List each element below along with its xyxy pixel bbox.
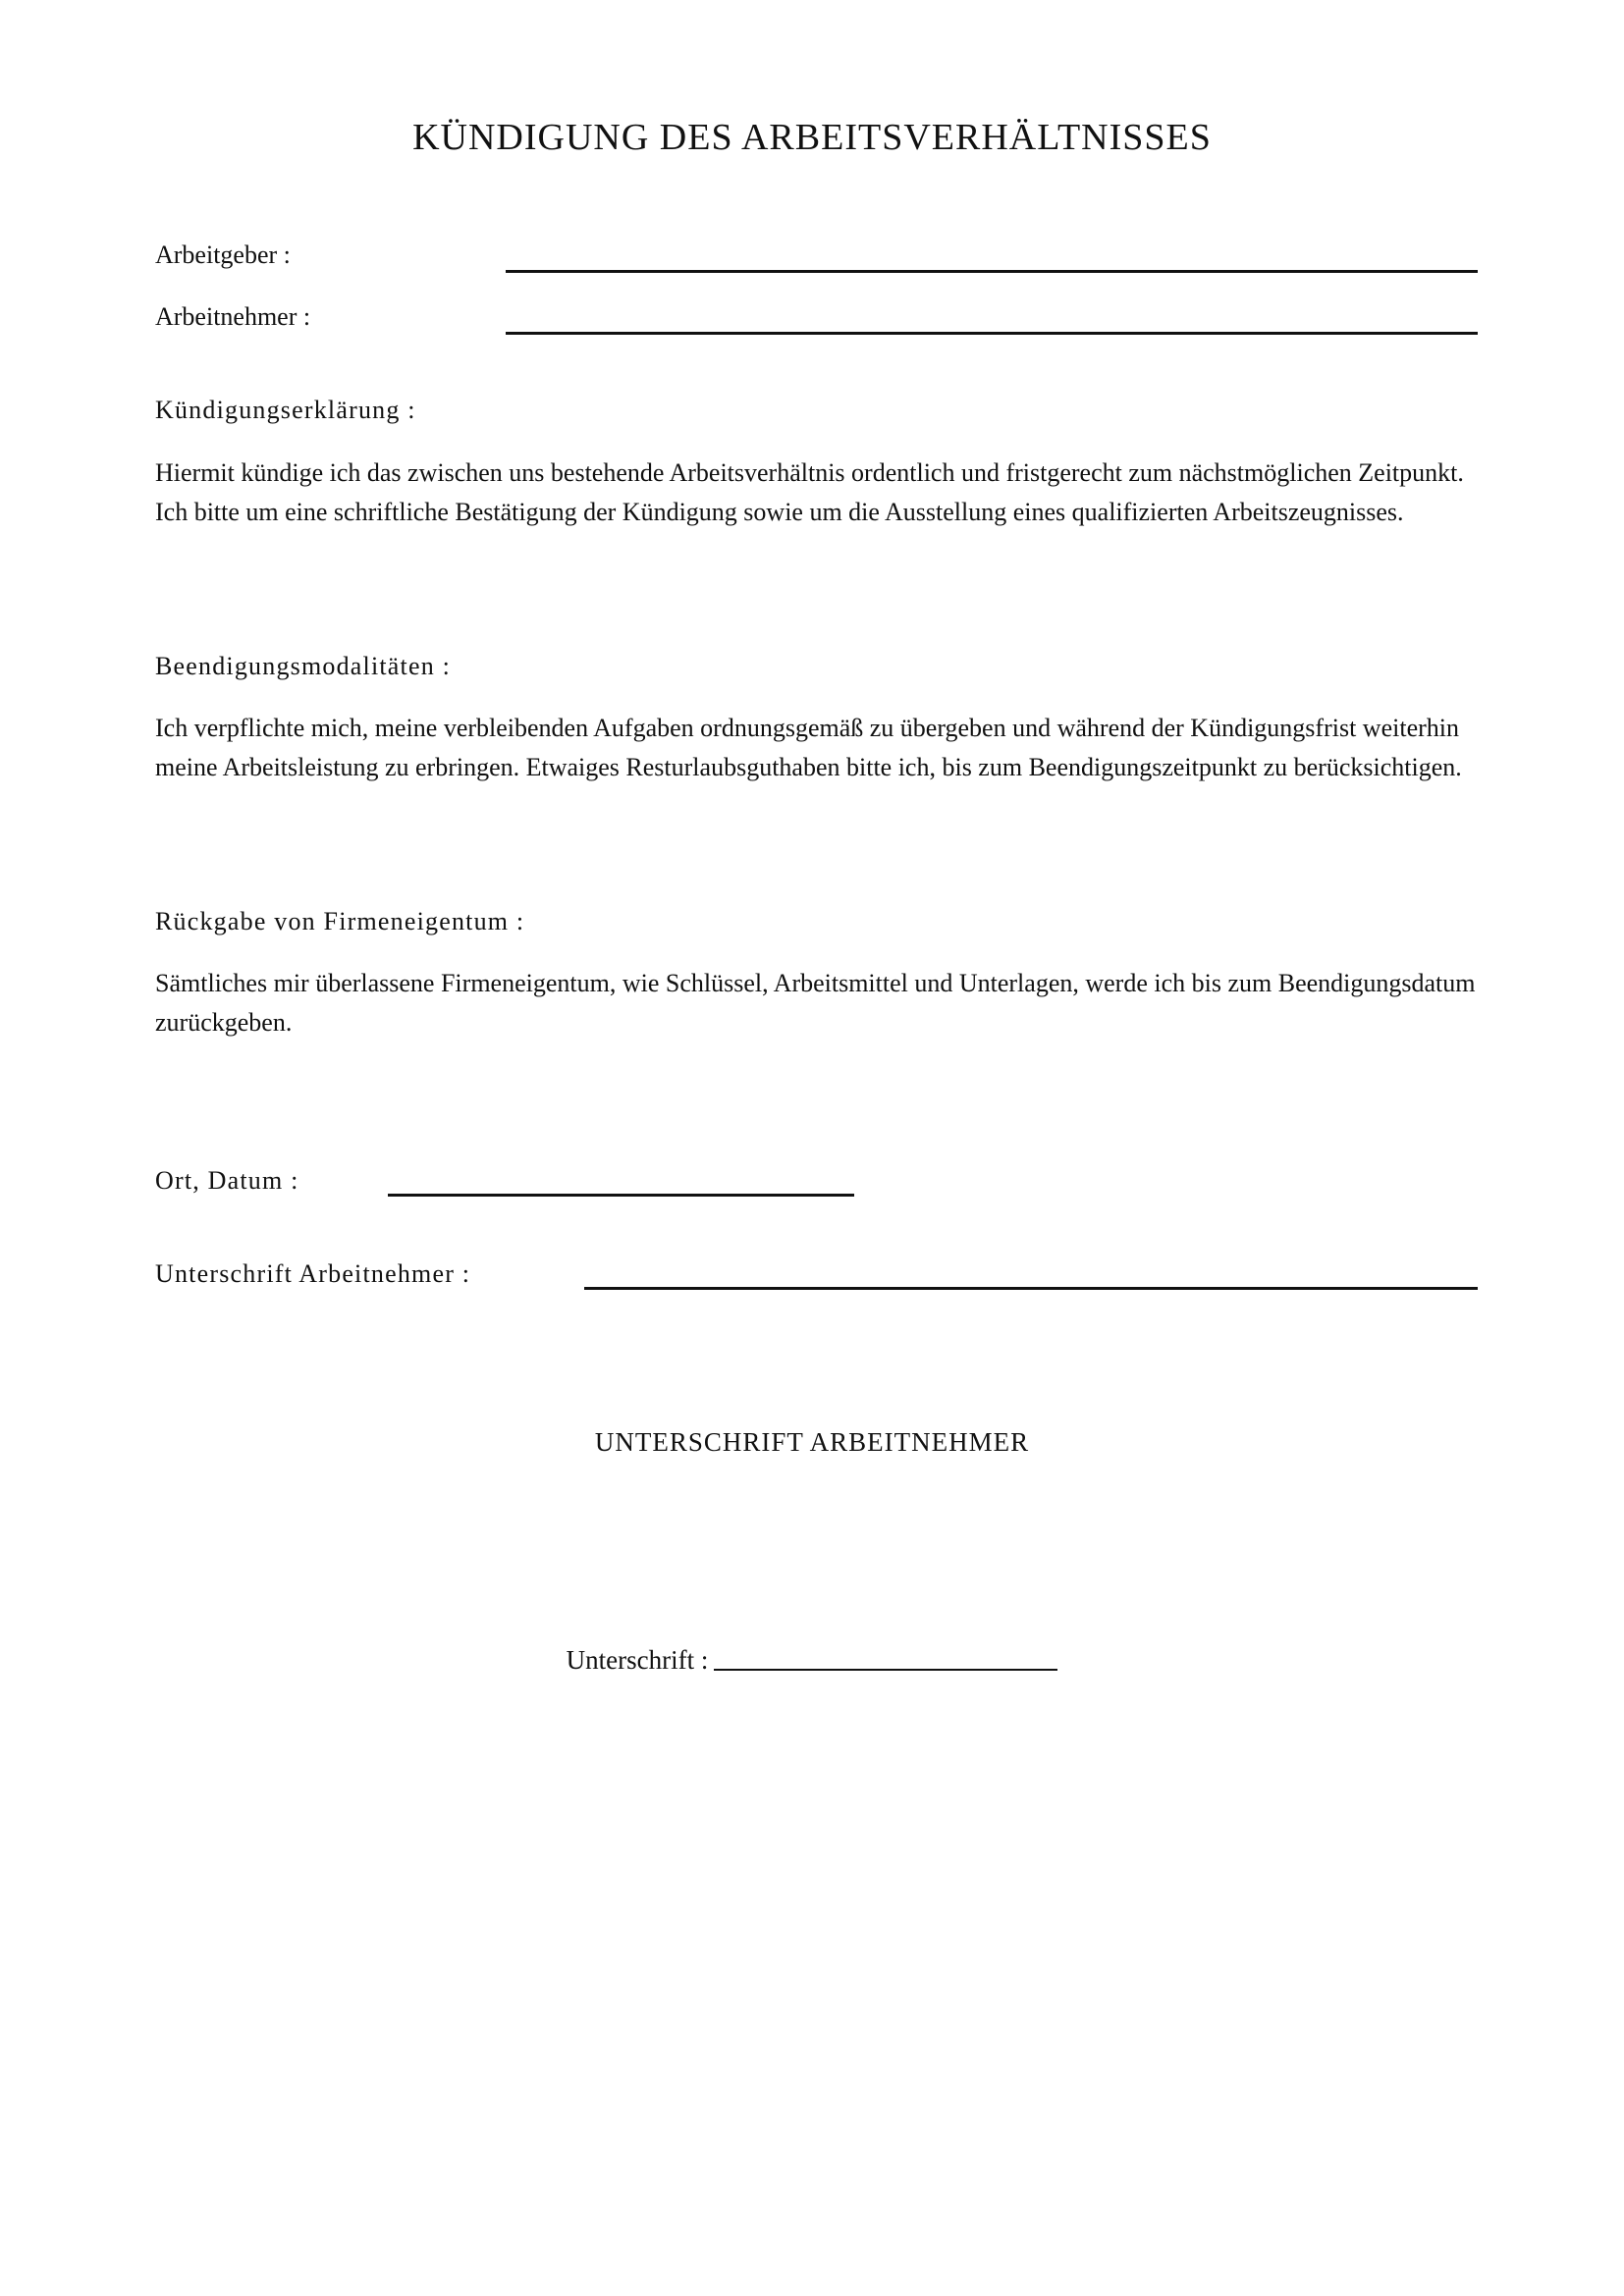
place-date-label: Ort, Datum : bbox=[155, 1166, 299, 1195]
employee-signature-field-line[interactable] bbox=[584, 1287, 1478, 1290]
return-heading: Rückgabe von Firmeneigentum : bbox=[155, 907, 525, 935]
signature-row bbox=[0, 1645, 1624, 1676]
declaration-text: Hiermit kündige ich das zwischen uns bestehende Arbeitsverhältnis ordentlich und fristgerecht zum nächstmöglichen Zeitpunkt. Ich bitte um eine schriftliche Bestätigung der Kündigung sowie um die Ausstellung eines qualifizierten Arbeitszeugnisses. bbox=[155, 458, 1464, 526]
signature-block-heading: UNTERSCHRIFT ARBEITNEHMER bbox=[594, 1427, 1030, 1457]
termination-paragraph bbox=[155, 709, 1481, 787]
declaration-paragraph bbox=[155, 454, 1481, 532]
employer-label: Arbeitgeber : bbox=[155, 240, 291, 269]
termination-text: Ich verpflichte mich, meine verbleibenden Aufgaben ordnungsgemäß zu übergeben und während der Kündigungsfrist weiterhin meine Arbeitsleistung zu erbringen. Etwaiges Resturlaubsguthaben bitte ich, bis zum Beendigungszeitpunkt zu berücksichtigen. bbox=[155, 714, 1462, 781]
document-title: KÜNDIGUNG DES ARBEITSVERHÄLTNISSES bbox=[412, 117, 1212, 158]
signature-field-line[interactable] bbox=[714, 1669, 1057, 1671]
termination-heading: Beendigungsmodalitäten : bbox=[155, 652, 452, 680]
return-paragraph bbox=[155, 964, 1481, 1042]
signature-label: Unterschrift : bbox=[566, 1645, 709, 1675]
employer-field-line[interactable] bbox=[506, 270, 1478, 273]
place-date-field-line[interactable] bbox=[388, 1194, 854, 1197]
employee-signature-label: Unterschrift Arbeitnehmer : bbox=[155, 1259, 471, 1288]
declaration-heading: Kündigungserklärung : bbox=[155, 396, 416, 424]
employee-field-line[interactable] bbox=[506, 332, 1478, 335]
return-text: Sämtliches mir überlassene Firmeneigentum, wie Schlüssel, Arbeitsmittel und Unterlagen, werde ich bis zum Beendigungsdatum zurückgeben. bbox=[155, 969, 1476, 1037]
employee-label: Arbeitnehmer : bbox=[155, 302, 311, 331]
